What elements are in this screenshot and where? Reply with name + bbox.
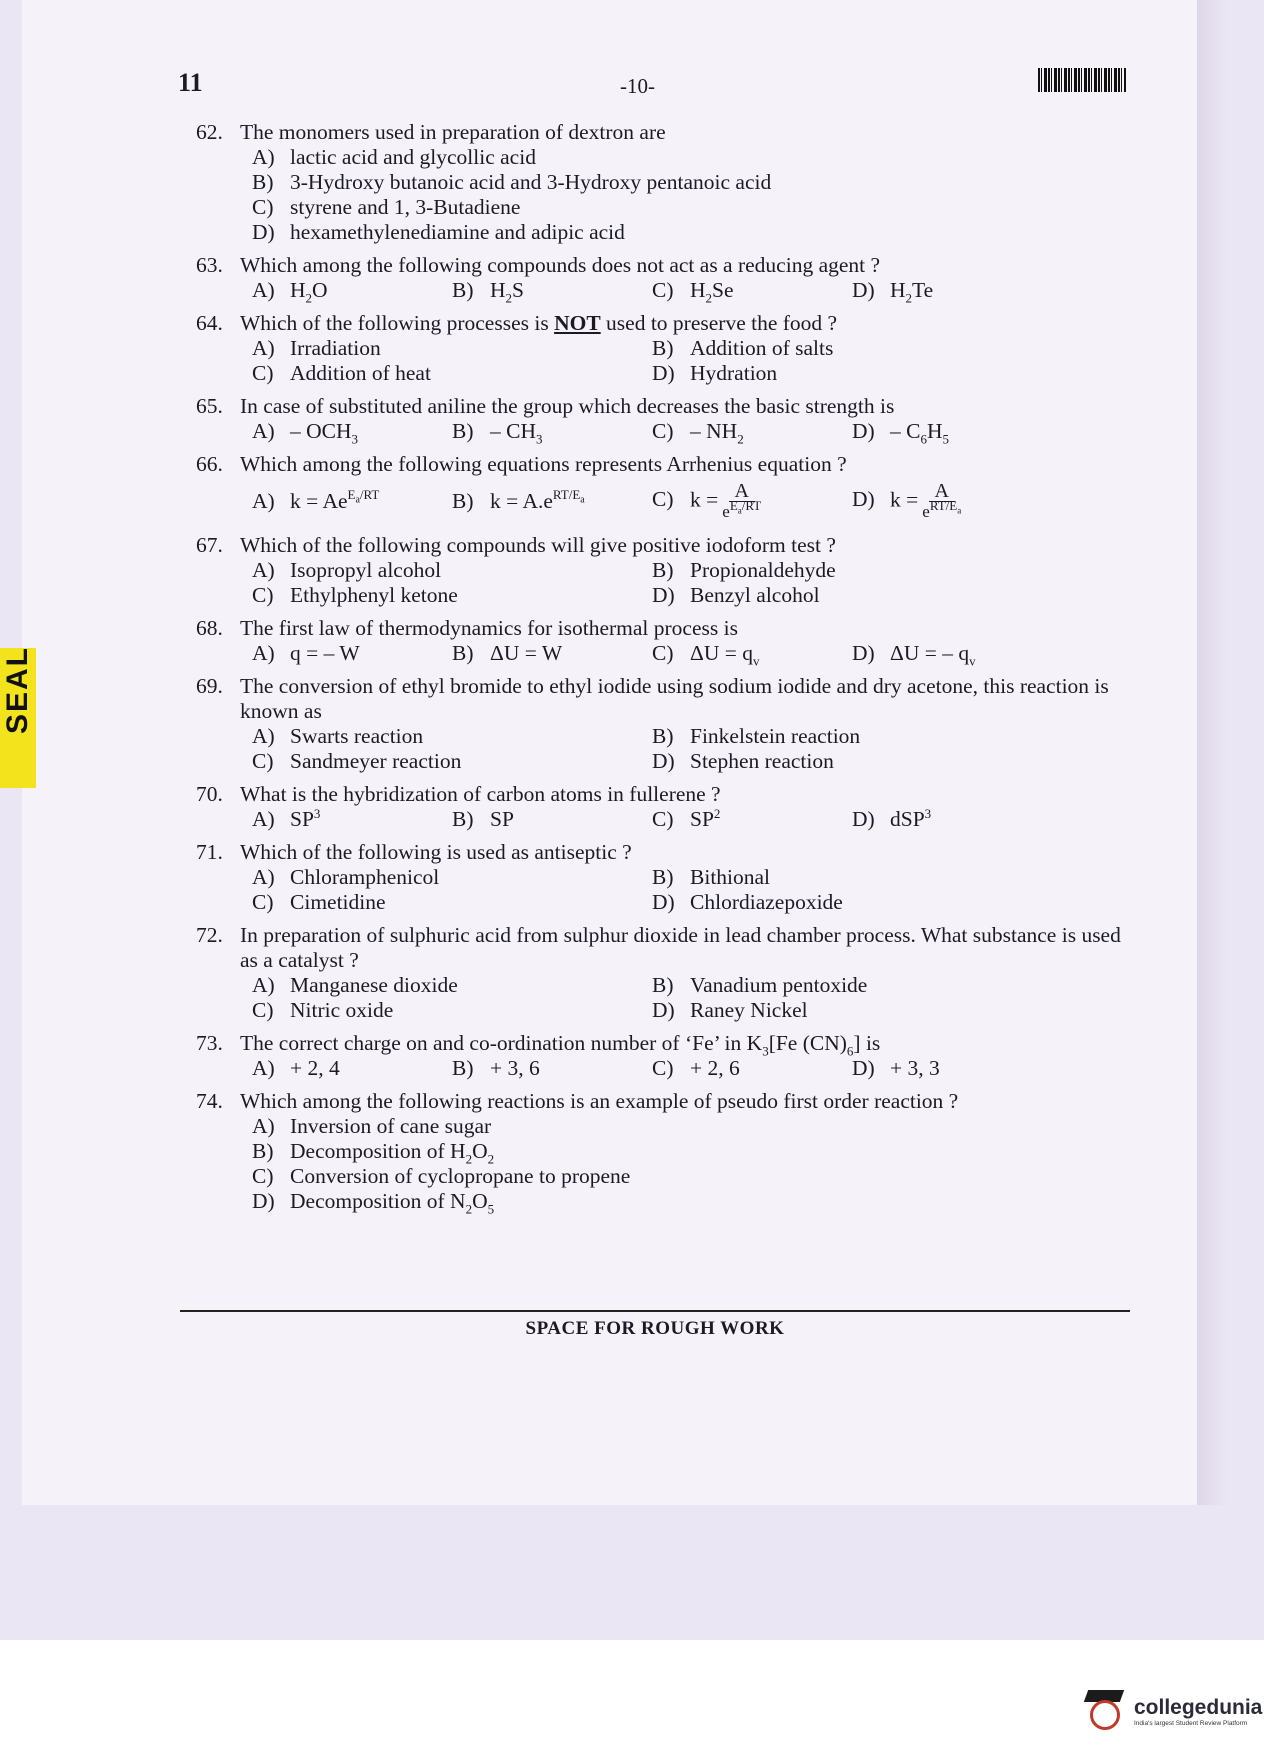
question-list xyxy=(196,120,1136,1222)
option-d: D) $H_2Te$ xyxy=(852,278,934,306)
option-b: $B) - CH_3$ xyxy=(452,419,543,447)
question-text: The monomers used in preparation of dextron are xyxy=(240,120,666,144)
option-d: D) Stephen reaction xyxy=(652,749,834,773)
question-text: Which of the following is used as antiseptic ? xyxy=(240,840,632,864)
option-d: $D) - C_6H_5$ xyxy=(852,419,949,447)
option-b: B) Bithional xyxy=(652,865,771,889)
question-text: The conversion of ethyl bromide to ethyl iodide using sodium iodide and dry acetone, this reaction is known as xyxy=(240,674,1109,723)
option-d: D) dSP$^3$ xyxy=(852,805,932,831)
option-a: $A) - OCH_3$ xyxy=(252,419,359,447)
question-text: Which of the following processes is NOT used to preserve the food ? xyxy=(240,311,838,335)
brand-name: collegedunia xyxy=(1134,1695,1263,1719)
option-b: B) Decomposition of $H_2O_2$ xyxy=(252,1139,495,1167)
question-number: 63. xyxy=(196,253,223,277)
option-a: A) Chloramphenicol xyxy=(252,865,440,889)
question-text: Which among the following compounds does not act as a reducing agent ? xyxy=(240,253,881,277)
question-number: 62. xyxy=(196,120,223,144)
question-text: In preparation of sulphuric acid from sulphur dioxide in lead chamber process. What substance is used as a catalyst ? xyxy=(240,923,1121,972)
option-b: B) $H_2S$ xyxy=(452,278,524,306)
graduate-cap-icon xyxy=(1082,1690,1130,1732)
option-c: C) $\Delta U = q_v$ xyxy=(652,641,760,669)
question-71 xyxy=(196,840,1136,915)
question-text: The first law of thermodynamics for isothermal process is xyxy=(240,616,738,640)
question-65 xyxy=(196,394,1136,447)
center-page-marker: -10- xyxy=(620,74,655,98)
option-c: C) + 2, 6 xyxy=(652,1056,740,1080)
option-a: A) Swarts reaction xyxy=(252,724,424,748)
rough-work-label: SPACE FOR ROUGH WORK xyxy=(525,1318,785,1339)
option-a: A) Irradiation xyxy=(252,336,381,360)
option-c: C) Conversion of cyclopropane to propene xyxy=(252,1164,631,1188)
option-b: B) Finkelstein reaction xyxy=(652,724,861,748)
question-number: 71. xyxy=(196,840,223,864)
brand-logo[interactable] xyxy=(1082,1690,1262,1732)
option-d: D) Chlordiazepoxide xyxy=(652,890,843,914)
option-d: D) k = $\frac{A}{e^{RT/E_a}}$ xyxy=(852,479,962,521)
question-73 xyxy=(196,1031,1136,1081)
option-c: C) $H_2Se$ xyxy=(652,278,734,306)
option-a: A) Isopropyl alcohol xyxy=(252,558,442,582)
question-number: 72. xyxy=(196,923,223,947)
question-text: The correct charge on and co-ordination number of ‘Fe’ in $K_3[Fe$ $(CN)_6$] is xyxy=(240,1031,881,1059)
option-d: D) Hydration xyxy=(652,361,778,385)
sheet-edge-shadow xyxy=(1197,0,1227,1505)
fraction: $\frac{A}{e^{RT/E_a}}$ xyxy=(922,479,962,521)
question-69 xyxy=(196,674,1136,774)
option-a: A) $H_2O$ xyxy=(252,278,328,306)
option-b: B) ΔU = W xyxy=(452,641,563,665)
question-text: Which among the following equations represents Arrhenius equation ? xyxy=(240,452,847,476)
question-number: 66. xyxy=(196,452,223,476)
option-d: D) + 3, 3 xyxy=(852,1056,940,1080)
rough-work-divider xyxy=(180,1310,1130,1312)
option-d: D) Benzyl alcohol xyxy=(652,583,820,607)
question-number: 73. xyxy=(196,1031,223,1055)
option-b: B) Propionaldehyde xyxy=(652,558,836,582)
option-d: D) ΔU = – $q_v$ xyxy=(852,641,976,669)
option-a: A) lactic acid and glycollic acid xyxy=(252,145,536,169)
option-a: A) $SP^3$ xyxy=(252,805,321,831)
question-text: Which of the following compounds will give positive iodoform test ? xyxy=(240,533,836,557)
option-d: D) hexamethylenediamine and adipic acid xyxy=(252,220,625,244)
question-number: 67. xyxy=(196,533,223,557)
question-text: In case of substituted aniline the group which decreases the basic strength is xyxy=(240,394,895,418)
option-d: D) Decomposition of $N_2O_5$ xyxy=(252,1189,495,1217)
option-c: C) Cimetidine xyxy=(252,890,386,914)
barcode-icon xyxy=(1038,68,1126,92)
question-number: 65. xyxy=(196,394,223,418)
option-a: A) q = – W xyxy=(252,641,360,665)
option-c: C) $SP^2$ xyxy=(652,805,721,831)
option-d: D) Raney Nickel xyxy=(652,998,808,1022)
seal-tab xyxy=(0,648,36,788)
option-b: B) Vanadium pentoxide xyxy=(652,973,868,997)
option-b: B) $k = A.e^{RT/E_a}$ xyxy=(452,487,585,513)
emphasis-not: NOT xyxy=(554,311,601,335)
option-a: A) Inversion of cane sugar xyxy=(252,1114,492,1138)
option-a: A) Manganese dioxide xyxy=(252,973,458,997)
question-70 xyxy=(196,782,1136,832)
option-b: B) Addition of salts xyxy=(652,336,834,360)
option-c: C) k = $\frac{A}{e^{E_a/RT}}$ xyxy=(652,479,762,521)
question-67 xyxy=(196,533,1136,608)
fraction: $\frac{A}{e^{E_a/RT}}$ xyxy=(722,479,762,521)
page-number: 11 xyxy=(178,68,203,97)
question-63 xyxy=(196,253,1136,306)
option-c: C) Sandmeyer reaction xyxy=(252,749,462,773)
question-number: 64. xyxy=(196,311,223,335)
question-text: Which among the following reactions is an example of pseudo first order reaction ? xyxy=(240,1089,959,1113)
option-c: C) Addition of heat xyxy=(252,361,431,385)
question-number: 74. xyxy=(196,1089,223,1113)
question-number: 70. xyxy=(196,782,223,806)
question-number: 68. xyxy=(196,616,223,640)
question-72 xyxy=(196,923,1136,1023)
seal-label: SEAL xyxy=(1,646,34,735)
option-c: C) styrene and 1, 3-Butadiene xyxy=(252,195,521,219)
question-74 xyxy=(196,1089,1136,1217)
option-a: A) + 2, 4 xyxy=(252,1056,340,1080)
question-64 xyxy=(196,311,1136,386)
option-c: C) Nitric oxide xyxy=(252,998,394,1022)
brand-tagline: India's largest Student Review Platform xyxy=(1134,1719,1248,1727)
option-c: C) Ethylphenyl ketone xyxy=(252,583,458,607)
question-text: What is the hybridization of carbon atoms in fullerene ? xyxy=(240,782,721,806)
question-66 xyxy=(196,452,1136,525)
question-68 xyxy=(196,616,1136,669)
option-b: B) + 3, 6 xyxy=(452,1056,540,1080)
option-b: B) 3-Hydroxy butanoic acid and 3-Hydroxy pentanoic acid xyxy=(252,170,772,194)
option-b: B) SP xyxy=(452,807,514,831)
option-c: $C) - NH_2$ xyxy=(652,419,744,447)
question-number: 69. xyxy=(196,674,223,698)
question-62 xyxy=(196,120,1136,245)
option-a: A) $k = Ae^{E_a/RT}$ xyxy=(252,487,380,513)
